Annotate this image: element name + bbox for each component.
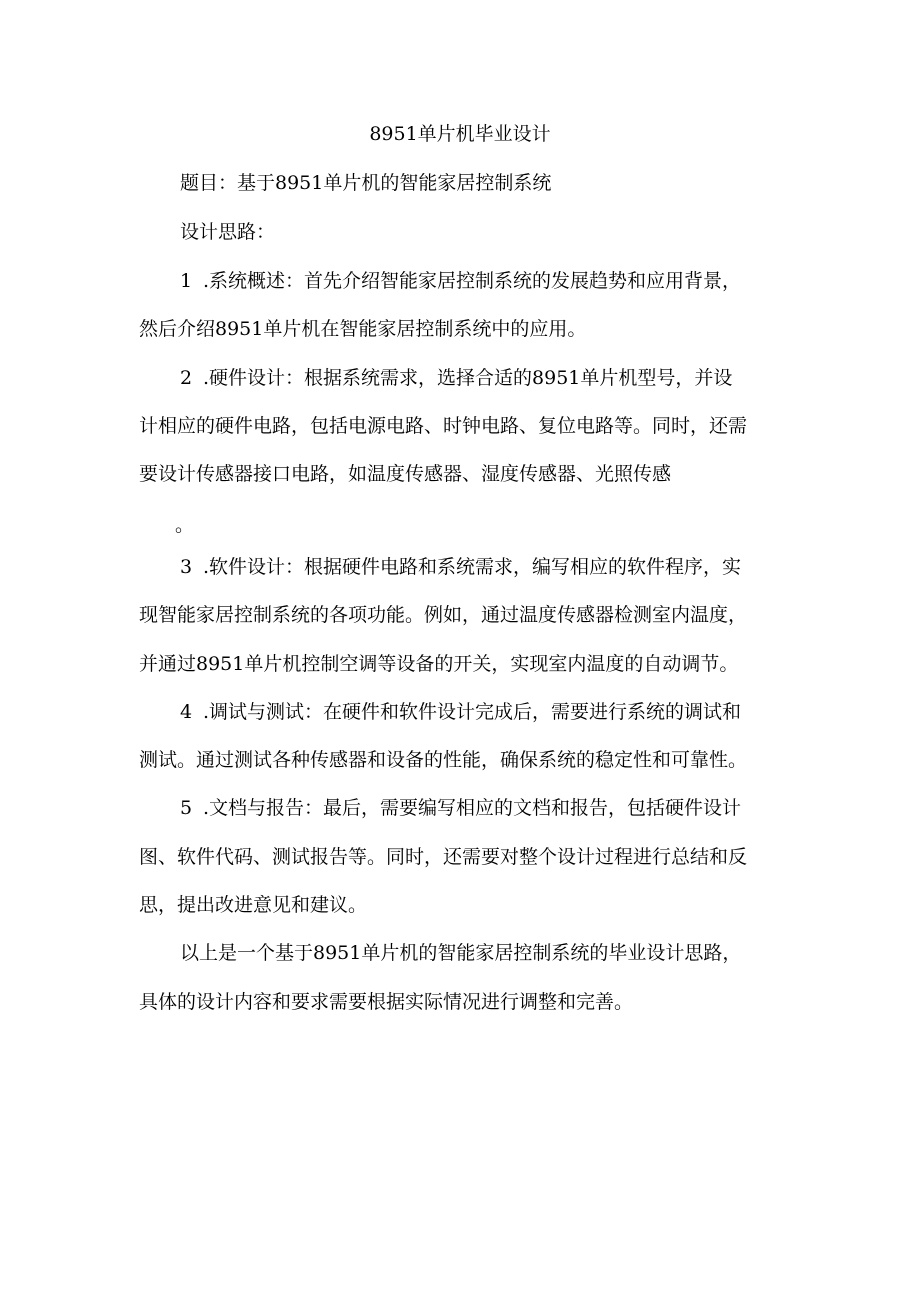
section-4-line-2: 测试。通过测试各种传感器和设备的性能，确保系统的稳定性和可靠性。 [139, 749, 748, 771]
section-3-line-1: .软件设计：根据硬件电路和系统需求，编写相应的软件程序，实 [203, 556, 742, 578]
section-4-line-1: .调试与测试：在硬件和软件设计完成后，需要进行系统的调试和 [203, 701, 742, 723]
section-3-line-2: 现智能家居控制系统的各项功能。例如，通过温度传感器检测室内温度， [139, 604, 748, 626]
section-3-line-3: 并通过8951单片机控制空调等设备的开关，实现室内温度的自动调节。 [139, 653, 739, 675]
section-3-number: 3 [180, 556, 193, 578]
section-2-number: 2 [180, 367, 193, 389]
section-4-number: 4 [180, 701, 193, 723]
conclusion-line-1: 以上是一个基于8951单片机的智能家居控制系统的毕业设计思路， [180, 942, 742, 964]
topic-line: 题目：基于8951单片机的智能家居控制系统 [180, 172, 552, 194]
section-1-line-1: .系统概述：首先介绍智能家居控制系统的发展趋势和应用背景， [203, 270, 742, 292]
section-2-line-1: .硬件设计：根据系统需求，选择合适的8951单片机型号，并设 [203, 367, 733, 389]
section-2-line-2: 计相应的硬件电路，包括电源电路、时钟电路、复位电路等。同时，还需 [139, 415, 748, 437]
conclusion-line-2: 具体的设计内容和要求需要根据实际情况进行调整和完善。 [139, 991, 634, 1013]
section-2-line-4: 。 [175, 514, 195, 536]
section-1-number: 1 [180, 270, 193, 292]
section-2-line-3: 要设计传感器接口电路，如温度传感器、湿度传感器、光照传感 [139, 463, 672, 485]
section-5-number: 5 [180, 797, 193, 819]
section-5-line-2: 图、软件代码、测试报告等。同时，还需要对整个设计过程进行总结和反 [139, 846, 748, 868]
document-title: 8951单片机毕业设计 [369, 123, 551, 145]
section-5-line-3: 思，提出改进意见和建议。 [139, 894, 368, 916]
approach-heading: 设计思路： [180, 221, 276, 243]
section-1-line-2: 然后介绍8951单片机在智能家居控制系统中的应用。 [139, 318, 587, 340]
section-5-line-1: .文档与报告：最后，需要编写相应的文档和报告，包括硬件设计 [203, 797, 742, 819]
